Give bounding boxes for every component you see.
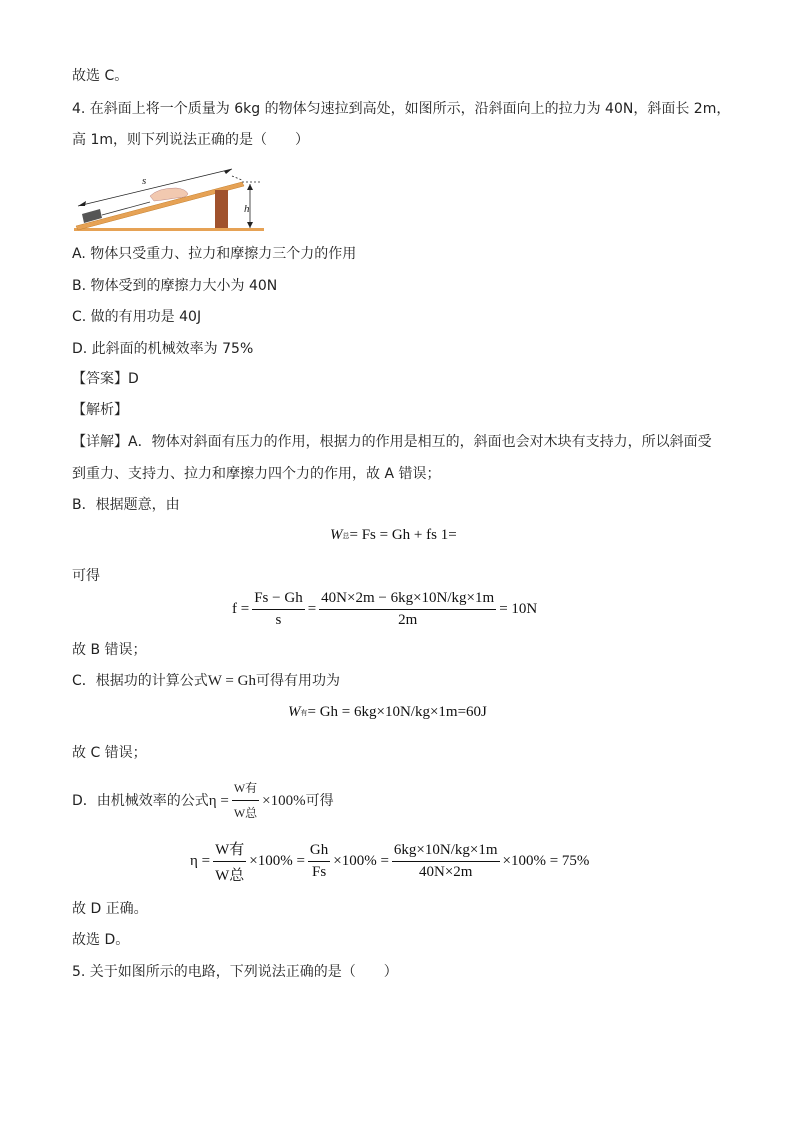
- eq2-frac1: [252, 590, 304, 629]
- detail-line-2: 到重力、支持力、拉力和摩擦力四个力的作用，故 A 错误；: [72, 466, 441, 482]
- label-h: h: [244, 203, 250, 215]
- eq4-den1: W总: [215, 868, 245, 884]
- d-inline-eta: η =: [208, 792, 229, 809]
- ground-board: [74, 228, 264, 231]
- answer-value: D: [128, 371, 139, 387]
- s-arrow-left: [78, 201, 86, 206]
- dashed-edge: [232, 176, 242, 180]
- eq2-num1: Fs − Gh: [252, 590, 304, 610]
- eq4-frac1: [213, 838, 246, 885]
- option-b: B. 物体受到的摩擦力大小为 40N: [72, 278, 278, 294]
- d-inline-den: W总: [233, 806, 258, 820]
- eq3-rest: = Gh = 6kg×10N/kg×1m=60J: [307, 704, 487, 720]
- eq2-den2: 2m: [398, 612, 418, 628]
- eq4-frac3: [392, 842, 500, 881]
- c-intro-b: 可得有用功为: [255, 673, 340, 689]
- question-4-line-1: 4. 在斜面上将一个质量为 6kg 的物体匀速拉到高处，如图所示，沿斜面向上的拉力为 40N，斜面长 2m，: [72, 101, 731, 117]
- part-b-intro: B．根据题意，由: [72, 497, 180, 513]
- eq1-sub: 总: [342, 531, 350, 540]
- eq4-mid2: ×100% =: [333, 853, 389, 869]
- eq3-w: W: [288, 704, 301, 720]
- eq4-den3: 40N×2m: [418, 864, 473, 880]
- eq2-num2: 40N×2m − 6kg×10N/kg×1m: [319, 590, 496, 610]
- part-d-right: 故 D 正确。: [72, 901, 148, 917]
- answer-line: [72, 369, 139, 389]
- d-inline-frac: [232, 778, 259, 823]
- label-s: s: [142, 175, 147, 187]
- d-intro-a: D．由机械效率的公式: [72, 792, 209, 809]
- option-a: A. 物体只受重力、拉力和摩擦力三个力的作用: [72, 246, 357, 262]
- h-arrow-top: [247, 184, 253, 190]
- eq4-num3: 6kg×10N/kg×1m: [392, 842, 500, 862]
- final-answer: 故选 D。: [72, 932, 130, 948]
- c-inline-formula: W = Gh: [207, 673, 256, 689]
- c-intro-a: C．根据功的计算公式: [72, 673, 208, 689]
- eq1-rest: = Fs = Gh + fs 1=: [349, 527, 457, 543]
- part-d-intro: [72, 778, 334, 823]
- eq2-frac2: [319, 590, 496, 629]
- previous-answer-line: 故选 C。: [72, 68, 129, 84]
- h-arrow-bottom: [247, 222, 253, 228]
- equation-efficiency: [190, 838, 589, 885]
- eq4-num2: Gh: [308, 842, 330, 862]
- eq1-w: W: [330, 527, 343, 543]
- d-inline-num: W有: [232, 778, 259, 801]
- analysis-label: 【解析】: [72, 402, 128, 418]
- part-c-wrong: 故 C 错误；: [72, 745, 147, 761]
- eq4-num1: W有: [213, 838, 246, 862]
- eq4-tail: ×100% = 75%: [502, 853, 590, 869]
- d-intro-b: 可得: [305, 792, 334, 809]
- option-d: D. 此斜面的机械效率为 75%: [72, 341, 254, 357]
- question-4-line-2: 高 1m，则下列说法正确的是（ ）: [72, 132, 309, 148]
- eq2-den1: s: [275, 612, 282, 628]
- question-5: 5. 关于如图所示的电路，下列说法正确的是（ ）: [72, 964, 398, 980]
- part-b-wrong: 故 B 错误；: [72, 642, 147, 658]
- eq4-mid1: ×100% =: [249, 853, 305, 869]
- kede-line: 可得: [72, 568, 100, 584]
- d-inline-tail: ×100%: [262, 792, 306, 809]
- eq4-den2: Fs: [311, 864, 327, 880]
- part-c-intro: [72, 671, 340, 691]
- equation-friction: f = $\frac{Fs - Gh}{s}$ = $\frac{40N\times 2m - 6kg\times 10N/kg\times 1m}{2m}$ = 10N: [232, 590, 538, 628]
- option-c: C. 做的有用功是 40J: [72, 309, 202, 325]
- detail-line-1: 【详解】A．物体对斜面有压力的作用，根据力的作用是相互的，斜面也会对木块有支持力，所以斜面受: [72, 434, 712, 450]
- eq4-eta: η =: [190, 853, 211, 869]
- equation-total-work: [330, 527, 457, 544]
- equation-useful-work: [288, 704, 487, 721]
- answer-label: 【答案】: [72, 371, 128, 387]
- eq4-frac2: [308, 842, 330, 881]
- incline-figure: [72, 166, 268, 236]
- eq2-lhs: f =: [232, 601, 250, 617]
- eq3-sub: 有: [300, 708, 308, 717]
- wooden-support: [215, 190, 228, 228]
- eq2-result: = 10N: [499, 601, 538, 617]
